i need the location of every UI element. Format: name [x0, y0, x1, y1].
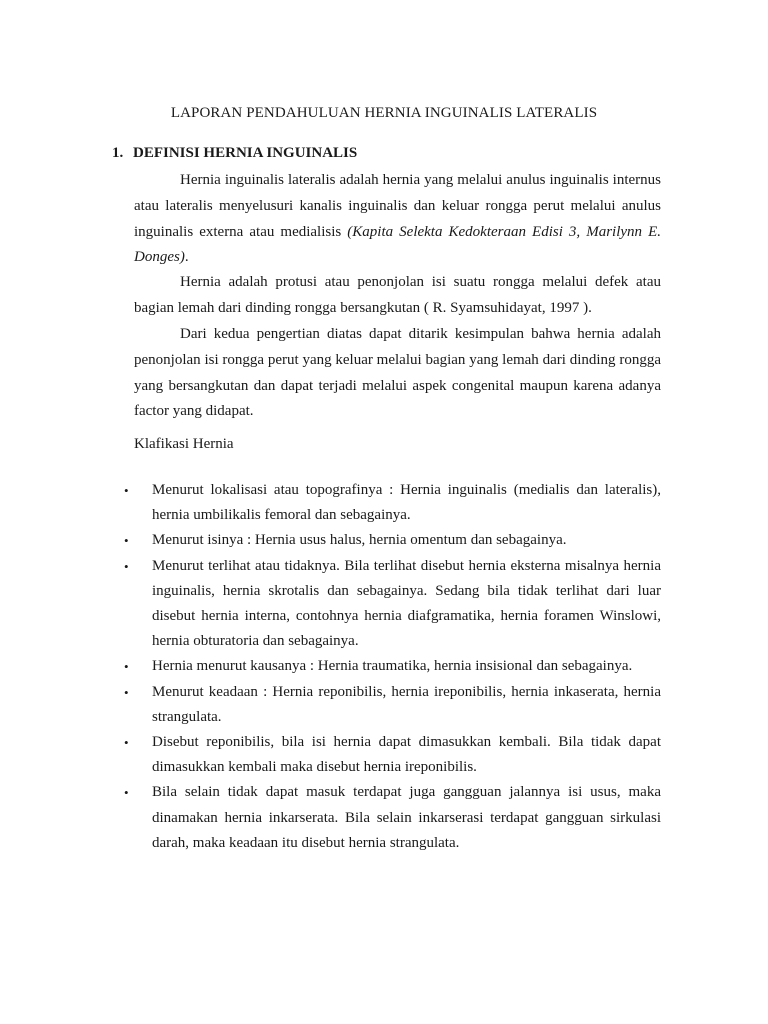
bullet-icon: • [124, 483, 129, 498]
section-heading [112, 145, 357, 162]
paragraph-end: . [184, 249, 189, 266]
bullet-icon: • [124, 659, 129, 675]
list-item [120, 780, 661, 856]
bullet-icon: • [124, 533, 129, 549]
list-item-text: Hernia menurut kausanya : Hernia traumatika, hernia insisional dan sebagainya. [152, 658, 633, 675]
list-item-text: Menurut lokalisasi atau topografinya : Hernia inguinalis (medialis dan lateralis), hernia umbilikalis femoral dan sebagainya. [152, 482, 661, 524]
classification-list [120, 478, 661, 856]
paragraph-definition-2 [134, 270, 661, 322]
paragraph-definition-1 [134, 168, 661, 271]
list-item-text: Menurut keadaan : Hernia reponibilis, hernia ireponibilis, hernia inkaserata, hernia strangulata. [152, 683, 661, 725]
list-item [120, 554, 661, 655]
list-item-text: Menurut isinya : Hernia usus halus, hernia omentum dan sebagainya. [152, 532, 567, 549]
citation-text: (Kapita Selekta Kedokteraan Edisi 3, Marilynn E. Donges) [134, 223, 661, 266]
list-item-text: Bila selain tidak dapat masuk terdapat juga gangguan jalannya isi usus, maka dinamakan hernia inkarserata. Bila selain inkarserasi terdapat gangguan sirkulasi darah, maka keadaan itu disebut hernia strangulata. [152, 784, 661, 851]
section-number: 1. [112, 145, 124, 161]
list-item [120, 680, 661, 730]
list-item [120, 730, 661, 780]
list-item-text: Menurut terlihat atau tidaknya. Bila terlihat disebut hernia eksterna misalnya hernia inguinalis, hernia skrotalis dan sebagainya. Sedang bila tidak terlihat dari luar disebut hernia interna, contohnya hernia diafgramatika, hernia foramen Winslowi, hernia obturatoria dan sebagainya. [152, 557, 661, 650]
paragraph-text: Hernia adalah protusi atau penonjolan isi suatu rongga melalui defek atau bagian lemah dari dinding rongga bersangkutan ( R. Syamsuhidayat, 1997 ). [134, 274, 661, 316]
bullet-icon: • [124, 558, 129, 574]
bullet-icon: • [124, 735, 129, 751]
paragraph-text: Hernia inguinalis lateralis adalah hernia yang melalui anulus inguinalis internus atau lateralis menyelusuri kanalis inguinalis dan keluar rongga perut melalui anulus inguinalis externa atau medialisis [134, 172, 661, 240]
list-item [120, 478, 661, 528]
section-title: DEFINISI HERNIA INGUINALIS [133, 145, 358, 161]
bullet-icon: • [124, 684, 129, 700]
classification-heading: Klafikasi Hernia [134, 436, 234, 452]
document-title: LAPORAN PENDAHULUAN HERNIA INGUINALIS LATERALIS [170, 105, 598, 121]
list-item [120, 654, 661, 679]
list-item-text: Disebut reponibilis, bila isi hernia dapat dimasukkan kembali. Bila tidak dapat dimasukkan kembali maka disebut hernia ireponibilis. [152, 734, 661, 776]
list-item [120, 528, 661, 553]
bullet-icon: • [124, 785, 129, 801]
paragraph-conclusion [134, 322, 661, 425]
paragraph-text: Dari kedua pengertian diatas dapat ditarik kesimpulan bahwa hernia adalah penonjolan isi rongga perut yang keluar melalui bagian yang lemah dari dinding rongga yang bersangkutan dan dapat terjadi melalui aspek congenital maupun karena adanya factor yang didapat. [134, 326, 661, 420]
